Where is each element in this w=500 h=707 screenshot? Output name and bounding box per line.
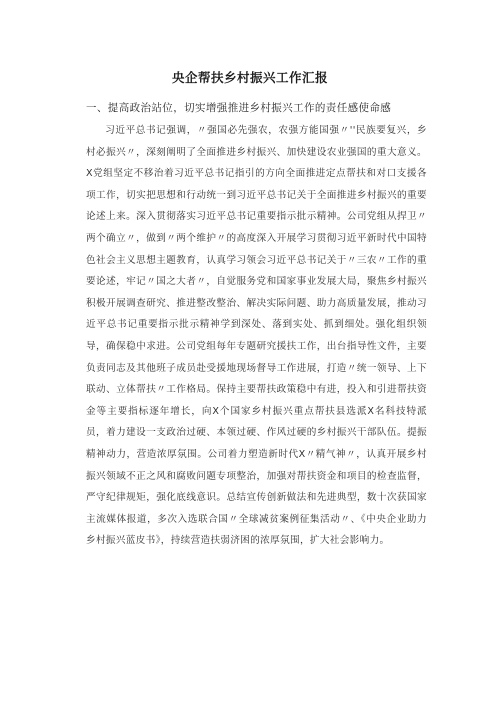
document-title: 央企帮扶乡村振兴工作汇报	[171, 70, 328, 85]
body-text	[86, 120, 427, 552]
section-heading: 一、提高政治站位，切实增强推进乡村振兴工作的责任感使命感	[86, 102, 392, 114]
body-paragraph: 习近平总书记强调，〃强国必先强农，农强方能国强〃''民族要复兴，乡村必振兴〃，深刻阐明了全面推进乡村振兴、加快建设农业强国的重大意义。X党组坚定不移治着习近平总书记指引的方向全面推进定点帮扶和对口支援各项工作，切实把思想和行动统一到习近平总书记关于全面推进乡村振兴的重要论述上来。深入贯彻落实习近平总书记重要指示批示精神。公司党组从捍卫〃两个确立〃，做到〃两个维护〃的高度深入开展学习贯彻习近平新时代中国特色社会主义思想主题教育，认真学习领会习近平总书记关于〃三农〃工作的重要论述，牢记〃国之大者〃，自觉服务党和国家事业发展大局，聚焦乡村振兴积极开展调查研究、推进整改整治、解决实际问题、助力高质量发展，推动习近平总书记重要指示批示精神学到深处、落到实处、抓到细处。强化组织领导，确保稳中求进。公司党组每年专题研究援扶工作，出台指导性文件，主要负责同志及其他班子成员赴受援地现场督导工作进展，打造〃统一领导、上下联动、立体帮扶〃工作格局。保持主要帮扶政策稳中有进，投入和引进帮扶资金等主要指标逐年增长，向X个国家乡村振兴重点帮扶县选派X名科技特派员，着力建设一支政治过硬、本领过硬、作风过硬的乡村振兴干部队伍。提振精神动力，营造浓厚氛围。公司着力塑造新时代X〃精气神〃，认真开展乡村振兴领域不正之风和腐败问题专项整治，加强对帮扶资金和项目的检查监督，严守纪律规矩，强化底线意识。总结宣传创新做法和先进典型，数十次获国家主流媒体报道，多次入选联合国〃全球减贫案例征集活动〃、《中央企业助力乡村振兴蓝皮书》，持续营造扶弱济困的浓厚氛围，扩大社会影响力。	[86, 125, 427, 547]
